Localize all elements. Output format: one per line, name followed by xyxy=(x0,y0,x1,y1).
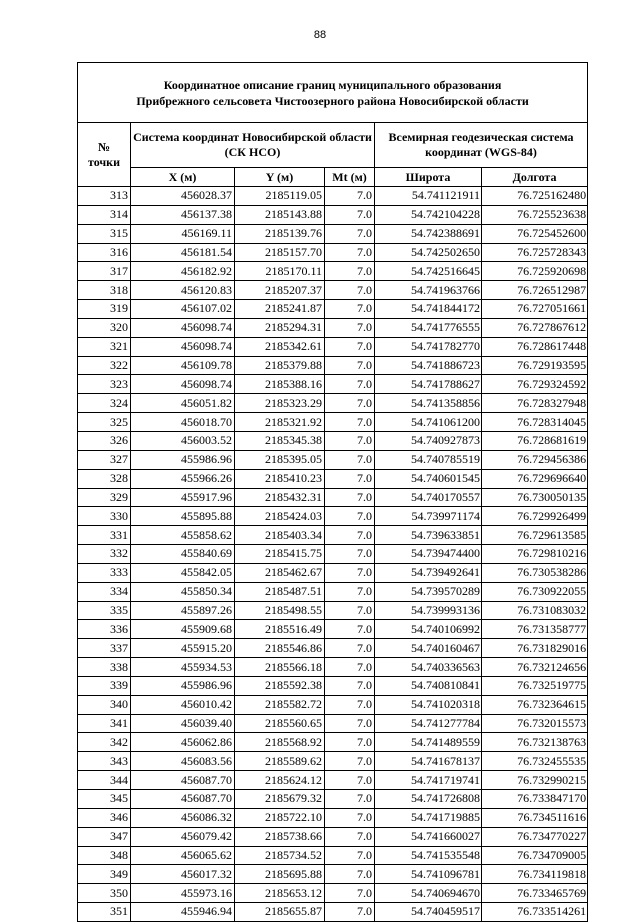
longitude-cell: 76.727867612 xyxy=(482,318,588,337)
point-number-cell: 325 xyxy=(78,413,131,432)
latitude-cell: 54.741788627 xyxy=(375,375,482,394)
table-row xyxy=(78,205,588,224)
latitude-cell: 54.741489559 xyxy=(375,733,482,752)
y-cell: 2185323.29 xyxy=(235,394,325,413)
mt-cell: 7.0 xyxy=(325,413,375,432)
table-row xyxy=(78,620,588,639)
point-number-header xyxy=(78,123,131,187)
y-cell: 2185516.49 xyxy=(235,620,325,639)
y-cell: 2185342.61 xyxy=(235,337,325,356)
table-row xyxy=(78,846,588,865)
y-cell: 2185589.62 xyxy=(235,752,325,771)
longitude-cell: 76.734119818 xyxy=(482,865,588,884)
x-cell: 456086.32 xyxy=(131,808,235,827)
page-number: 88 xyxy=(313,29,327,41)
x-cell: 456051.82 xyxy=(131,394,235,413)
mt-cell: 7.0 xyxy=(325,243,375,262)
x-cell: 455840.69 xyxy=(131,545,235,564)
latitude-cell: 54.742516645 xyxy=(375,262,482,281)
longitude-cell: 76.728681619 xyxy=(482,431,588,450)
latitude-cell: 54.740810841 xyxy=(375,676,482,695)
latitude-cell: 54.741776555 xyxy=(375,318,482,337)
point-number-cell: 341 xyxy=(78,714,131,733)
mt-cell: 7.0 xyxy=(325,771,375,790)
y-cell: 2185388.16 xyxy=(235,375,325,394)
y-cell: 2185294.31 xyxy=(235,318,325,337)
point-number-cell: 326 xyxy=(78,431,131,450)
point-number-cell: 329 xyxy=(78,488,131,507)
y-cell: 2185566.18 xyxy=(235,658,325,677)
x-cell: 456039.40 xyxy=(131,714,235,733)
latitude-cell: 54.740459517 xyxy=(375,903,482,922)
mt-header: Mt (м) xyxy=(325,168,375,187)
table-row xyxy=(78,469,588,488)
table-row xyxy=(78,714,588,733)
longitude-cell: 76.727051661 xyxy=(482,300,588,319)
title-line-2: Прибрежного сельсовета Чистоозерного района Новосибирской области xyxy=(136,93,529,108)
longitude-cell: 76.732364615 xyxy=(482,695,588,714)
x-cell: 456120.83 xyxy=(131,281,235,300)
x-cell: 455850.34 xyxy=(131,582,235,601)
table-row xyxy=(78,808,588,827)
x-cell: 456087.70 xyxy=(131,790,235,809)
latitude-cell: 54.741886723 xyxy=(375,356,482,375)
table-row xyxy=(78,488,588,507)
coordinates-table xyxy=(77,62,588,922)
point-number-word: точки xyxy=(87,154,121,169)
mt-cell: 7.0 xyxy=(325,884,375,903)
y-cell: 2185560.65 xyxy=(235,714,325,733)
x-cell: 456182.92 xyxy=(131,262,235,281)
table-row xyxy=(78,413,588,432)
y-cell: 2185143.88 xyxy=(235,205,325,224)
x-cell: 456107.02 xyxy=(131,300,235,319)
latitude-cell: 54.739633851 xyxy=(375,526,482,545)
title-line-1: Координатное описание границ муниципального образования xyxy=(163,77,502,92)
point-number-cell: 327 xyxy=(78,450,131,469)
mt-cell: 7.0 xyxy=(325,790,375,809)
y-cell: 2185119.05 xyxy=(235,187,325,206)
table-row xyxy=(78,771,588,790)
x-cell: 456109.78 xyxy=(131,356,235,375)
point-number-cell: 332 xyxy=(78,545,131,564)
latitude-cell: 54.740785519 xyxy=(375,450,482,469)
x-cell: 456098.74 xyxy=(131,318,235,337)
mt-cell: 7.0 xyxy=(325,281,375,300)
latitude-cell: 54.741660027 xyxy=(375,827,482,846)
y-header: Y (м) xyxy=(235,168,325,187)
point-number-cell: 318 xyxy=(78,281,131,300)
x-cell: 456083.56 xyxy=(131,752,235,771)
y-cell: 2185462.67 xyxy=(235,563,325,582)
point-number-cell: 338 xyxy=(78,658,131,677)
x-cell: 456098.74 xyxy=(131,337,235,356)
latitude-cell: 54.740106992 xyxy=(375,620,482,639)
longitude-cell: 76.729613585 xyxy=(482,526,588,545)
latitude-cell: 54.741096781 xyxy=(375,865,482,884)
point-number-cell: 328 xyxy=(78,469,131,488)
point-number-cell: 322 xyxy=(78,356,131,375)
longitude-cell: 76.725452600 xyxy=(482,224,588,243)
y-cell: 2185624.12 xyxy=(235,771,325,790)
table-row xyxy=(78,262,588,281)
mt-cell: 7.0 xyxy=(325,582,375,601)
longitude-cell: 76.734770227 xyxy=(482,827,588,846)
table-row xyxy=(78,733,588,752)
table-row xyxy=(78,356,588,375)
table-row xyxy=(78,563,588,582)
latitude-cell: 54.740160467 xyxy=(375,639,482,658)
point-number-cell: 344 xyxy=(78,771,131,790)
mt-cell: 7.0 xyxy=(325,224,375,243)
table-row xyxy=(78,300,588,319)
latitude-cell: 54.741719741 xyxy=(375,771,482,790)
latitude-cell: 54.740336563 xyxy=(375,658,482,677)
longitude-cell: 76.731358777 xyxy=(482,620,588,639)
point-number-cell: 346 xyxy=(78,808,131,827)
x-cell: 455897.26 xyxy=(131,601,235,620)
y-cell: 2185207.37 xyxy=(235,281,325,300)
x-cell: 456169.11 xyxy=(131,224,235,243)
y-cell: 2185695.88 xyxy=(235,865,325,884)
mt-cell: 7.0 xyxy=(325,526,375,545)
longitude-cell: 76.733847170 xyxy=(482,790,588,809)
point-number-symbol: № xyxy=(97,139,111,154)
latitude-cell: 54.741719885 xyxy=(375,808,482,827)
table-row xyxy=(78,224,588,243)
point-number-cell: 315 xyxy=(78,224,131,243)
y-cell: 2185487.51 xyxy=(235,582,325,601)
longitude-cell: 76.729810216 xyxy=(482,545,588,564)
latitude-cell: 54.740927873 xyxy=(375,431,482,450)
longitude-cell: 76.730050135 xyxy=(482,488,588,507)
x-cell: 455986.96 xyxy=(131,676,235,695)
latitude-cell: 54.741726808 xyxy=(375,790,482,809)
mt-cell: 7.0 xyxy=(325,865,375,884)
mt-cell: 7.0 xyxy=(325,187,375,206)
table-row xyxy=(78,375,588,394)
y-cell: 2185139.76 xyxy=(235,224,325,243)
latitude-cell: 54.739570289 xyxy=(375,582,482,601)
table-row xyxy=(78,658,588,677)
table-row xyxy=(78,601,588,620)
x-header: X (м) xyxy=(131,168,235,187)
point-number-cell: 320 xyxy=(78,318,131,337)
longitude-cell: 76.732124656 xyxy=(482,658,588,677)
table-row xyxy=(78,337,588,356)
longitude-cell: 76.729193595 xyxy=(482,356,588,375)
longitude-cell: 76.729324592 xyxy=(482,375,588,394)
point-number-cell: 316 xyxy=(78,243,131,262)
mt-cell: 7.0 xyxy=(325,563,375,582)
point-number-cell: 324 xyxy=(78,394,131,413)
y-cell: 2185395.05 xyxy=(235,450,325,469)
longitude-cell: 76.732015573 xyxy=(482,714,588,733)
mt-cell: 7.0 xyxy=(325,903,375,922)
mt-cell: 7.0 xyxy=(325,827,375,846)
mt-cell: 7.0 xyxy=(325,658,375,677)
y-cell: 2185415.75 xyxy=(235,545,325,564)
x-cell: 455895.88 xyxy=(131,507,235,526)
latitude-cell: 54.741678137 xyxy=(375,752,482,771)
mt-cell: 7.0 xyxy=(325,714,375,733)
y-cell: 2185345.38 xyxy=(235,431,325,450)
longitude-cell: 76.729926499 xyxy=(482,507,588,526)
y-cell: 2185403.34 xyxy=(235,526,325,545)
table-body xyxy=(78,187,588,922)
point-number-cell: 345 xyxy=(78,790,131,809)
point-number-cell: 337 xyxy=(78,639,131,658)
mt-cell: 7.0 xyxy=(325,808,375,827)
point-number-cell: 342 xyxy=(78,733,131,752)
table-row xyxy=(78,695,588,714)
longitude-header: Долгота xyxy=(482,168,588,187)
x-cell: 455973.16 xyxy=(131,884,235,903)
x-cell: 455934.53 xyxy=(131,658,235,677)
y-cell: 2185734.52 xyxy=(235,846,325,865)
point-number-cell: 323 xyxy=(78,375,131,394)
latitude-cell: 54.741277784 xyxy=(375,714,482,733)
mt-cell: 7.0 xyxy=(325,846,375,865)
latitude-header: Широта xyxy=(375,168,482,187)
mt-cell: 7.0 xyxy=(325,375,375,394)
latitude-cell: 54.742502650 xyxy=(375,243,482,262)
y-cell: 2185679.32 xyxy=(235,790,325,809)
x-cell: 455915.20 xyxy=(131,639,235,658)
table-row xyxy=(78,865,588,884)
latitude-cell: 54.742388691 xyxy=(375,224,482,243)
y-cell: 2185321.92 xyxy=(235,413,325,432)
point-number-cell: 336 xyxy=(78,620,131,639)
y-cell: 2185546.86 xyxy=(235,639,325,658)
point-number-cell: 333 xyxy=(78,563,131,582)
latitude-cell: 54.740601545 xyxy=(375,469,482,488)
point-number-cell: 334 xyxy=(78,582,131,601)
table-row xyxy=(78,545,588,564)
mt-cell: 7.0 xyxy=(325,300,375,319)
longitude-cell: 76.728617448 xyxy=(482,337,588,356)
table-row xyxy=(78,507,588,526)
y-cell: 2185568.92 xyxy=(235,733,325,752)
longitude-cell: 76.729456386 xyxy=(482,450,588,469)
table-row xyxy=(78,318,588,337)
x-cell: 455917.96 xyxy=(131,488,235,507)
x-cell: 455858.62 xyxy=(131,526,235,545)
x-cell: 456065.62 xyxy=(131,846,235,865)
table-row xyxy=(78,827,588,846)
longitude-cell: 76.725920698 xyxy=(482,262,588,281)
y-cell: 2185170.11 xyxy=(235,262,325,281)
mt-cell: 7.0 xyxy=(325,752,375,771)
mt-cell: 7.0 xyxy=(325,469,375,488)
x-cell: 456079.42 xyxy=(131,827,235,846)
y-cell: 2185432.31 xyxy=(235,488,325,507)
point-number-cell: 339 xyxy=(78,676,131,695)
longitude-cell: 76.732455535 xyxy=(482,752,588,771)
point-number-cell: 330 xyxy=(78,507,131,526)
point-number-cell: 348 xyxy=(78,846,131,865)
table-row xyxy=(78,582,588,601)
table-row xyxy=(78,639,588,658)
longitude-cell: 76.729696640 xyxy=(482,469,588,488)
longitude-cell: 76.730538286 xyxy=(482,563,588,582)
longitude-cell: 76.732519775 xyxy=(482,676,588,695)
longitude-cell: 76.726512987 xyxy=(482,281,588,300)
mt-cell: 7.0 xyxy=(325,601,375,620)
x-cell: 456017.32 xyxy=(131,865,235,884)
table-row xyxy=(78,187,588,206)
point-number-cell: 343 xyxy=(78,752,131,771)
point-number-cell: 317 xyxy=(78,262,131,281)
latitude-cell: 54.742104228 xyxy=(375,205,482,224)
mt-cell: 7.0 xyxy=(325,545,375,564)
point-number-cell: 347 xyxy=(78,827,131,846)
x-cell: 456028.37 xyxy=(131,187,235,206)
table-row xyxy=(78,790,588,809)
table-row xyxy=(78,281,588,300)
latitude-cell: 54.740694670 xyxy=(375,884,482,903)
x-cell: 456010.42 xyxy=(131,695,235,714)
latitude-cell: 54.739971174 xyxy=(375,507,482,526)
x-cell: 456181.54 xyxy=(131,243,235,262)
x-cell: 455946.94 xyxy=(131,903,235,922)
y-cell: 2185738.66 xyxy=(235,827,325,846)
mt-cell: 7.0 xyxy=(325,394,375,413)
y-cell: 2185592.38 xyxy=(235,676,325,695)
y-cell: 2185498.55 xyxy=(235,601,325,620)
mt-cell: 7.0 xyxy=(325,639,375,658)
latitude-cell: 54.739474400 xyxy=(375,545,482,564)
table-row xyxy=(78,431,588,450)
x-cell: 456018.70 xyxy=(131,413,235,432)
point-number-cell: 321 xyxy=(78,337,131,356)
longitude-cell: 76.728314045 xyxy=(482,413,588,432)
longitude-cell: 76.734511616 xyxy=(482,808,588,827)
latitude-cell: 54.739492641 xyxy=(375,563,482,582)
mt-cell: 7.0 xyxy=(325,262,375,281)
mt-cell: 7.0 xyxy=(325,356,375,375)
x-cell: 455966.26 xyxy=(131,469,235,488)
latitude-cell: 54.741061200 xyxy=(375,413,482,432)
longitude-cell: 76.725523638 xyxy=(482,205,588,224)
latitude-cell: 54.741844172 xyxy=(375,300,482,319)
mt-cell: 7.0 xyxy=(325,676,375,695)
y-cell: 2185410.23 xyxy=(235,469,325,488)
longitude-cell: 76.725162480 xyxy=(482,187,588,206)
table-row xyxy=(78,450,588,469)
y-cell: 2185582.72 xyxy=(235,695,325,714)
point-number-cell: 335 xyxy=(78,601,131,620)
x-cell: 455909.68 xyxy=(131,620,235,639)
x-cell: 456003.52 xyxy=(131,431,235,450)
longitude-cell: 76.732138763 xyxy=(482,733,588,752)
mt-cell: 7.0 xyxy=(325,431,375,450)
point-number-cell: 314 xyxy=(78,205,131,224)
table-row xyxy=(78,884,588,903)
point-number-cell: 331 xyxy=(78,526,131,545)
wgs-system-header: Всемирная геодезическая система координат (WGS-84) xyxy=(375,123,588,168)
longitude-cell: 76.733514261 xyxy=(482,903,588,922)
table-row xyxy=(78,243,588,262)
point-number-cell: 319 xyxy=(78,300,131,319)
x-cell: 456087.70 xyxy=(131,771,235,790)
x-cell: 456062.86 xyxy=(131,733,235,752)
mt-cell: 7.0 xyxy=(325,318,375,337)
longitude-cell: 76.728327948 xyxy=(482,394,588,413)
table-title xyxy=(78,63,588,123)
longitude-cell: 76.733465769 xyxy=(482,884,588,903)
latitude-cell: 54.741121911 xyxy=(375,187,482,206)
y-cell: 2185653.12 xyxy=(235,884,325,903)
longitude-cell: 76.731083032 xyxy=(482,601,588,620)
y-cell: 2185157.70 xyxy=(235,243,325,262)
mt-cell: 7.0 xyxy=(325,337,375,356)
point-number-cell: 349 xyxy=(78,865,131,884)
y-cell: 2185241.87 xyxy=(235,300,325,319)
longitude-cell: 76.730922055 xyxy=(482,582,588,601)
y-cell: 2185379.88 xyxy=(235,356,325,375)
latitude-cell: 54.741782770 xyxy=(375,337,482,356)
mt-cell: 7.0 xyxy=(325,733,375,752)
latitude-cell: 54.739993136 xyxy=(375,601,482,620)
local-system-header: Система координат Новосибирской области (СК НСО) xyxy=(131,123,375,168)
mt-cell: 7.0 xyxy=(325,507,375,526)
table-row xyxy=(78,526,588,545)
point-number-cell: 351 xyxy=(78,903,131,922)
mt-cell: 7.0 xyxy=(325,695,375,714)
latitude-cell: 54.741020318 xyxy=(375,695,482,714)
point-number-cell: 350 xyxy=(78,884,131,903)
mt-cell: 7.0 xyxy=(325,450,375,469)
x-cell: 456098.74 xyxy=(131,375,235,394)
y-cell: 2185655.87 xyxy=(235,903,325,922)
mt-cell: 7.0 xyxy=(325,488,375,507)
mt-cell: 7.0 xyxy=(325,620,375,639)
table-row xyxy=(78,903,588,922)
x-cell: 456137.38 xyxy=(131,205,235,224)
longitude-cell: 76.725728343 xyxy=(482,243,588,262)
point-number-cell: 313 xyxy=(78,187,131,206)
latitude-cell: 54.741535548 xyxy=(375,846,482,865)
table-row xyxy=(78,394,588,413)
mt-cell: 7.0 xyxy=(325,205,375,224)
latitude-cell: 54.740170557 xyxy=(375,488,482,507)
table-row xyxy=(78,752,588,771)
latitude-cell: 54.741358856 xyxy=(375,394,482,413)
longitude-cell: 76.731829016 xyxy=(482,639,588,658)
y-cell: 2185424.03 xyxy=(235,507,325,526)
x-cell: 455842.05 xyxy=(131,563,235,582)
latitude-cell: 54.741963766 xyxy=(375,281,482,300)
longitude-cell: 76.732990215 xyxy=(482,771,588,790)
table-row xyxy=(78,676,588,695)
x-cell: 455986.96 xyxy=(131,450,235,469)
y-cell: 2185722.10 xyxy=(235,808,325,827)
point-number-cell: 340 xyxy=(78,695,131,714)
longitude-cell: 76.734709005 xyxy=(482,846,588,865)
